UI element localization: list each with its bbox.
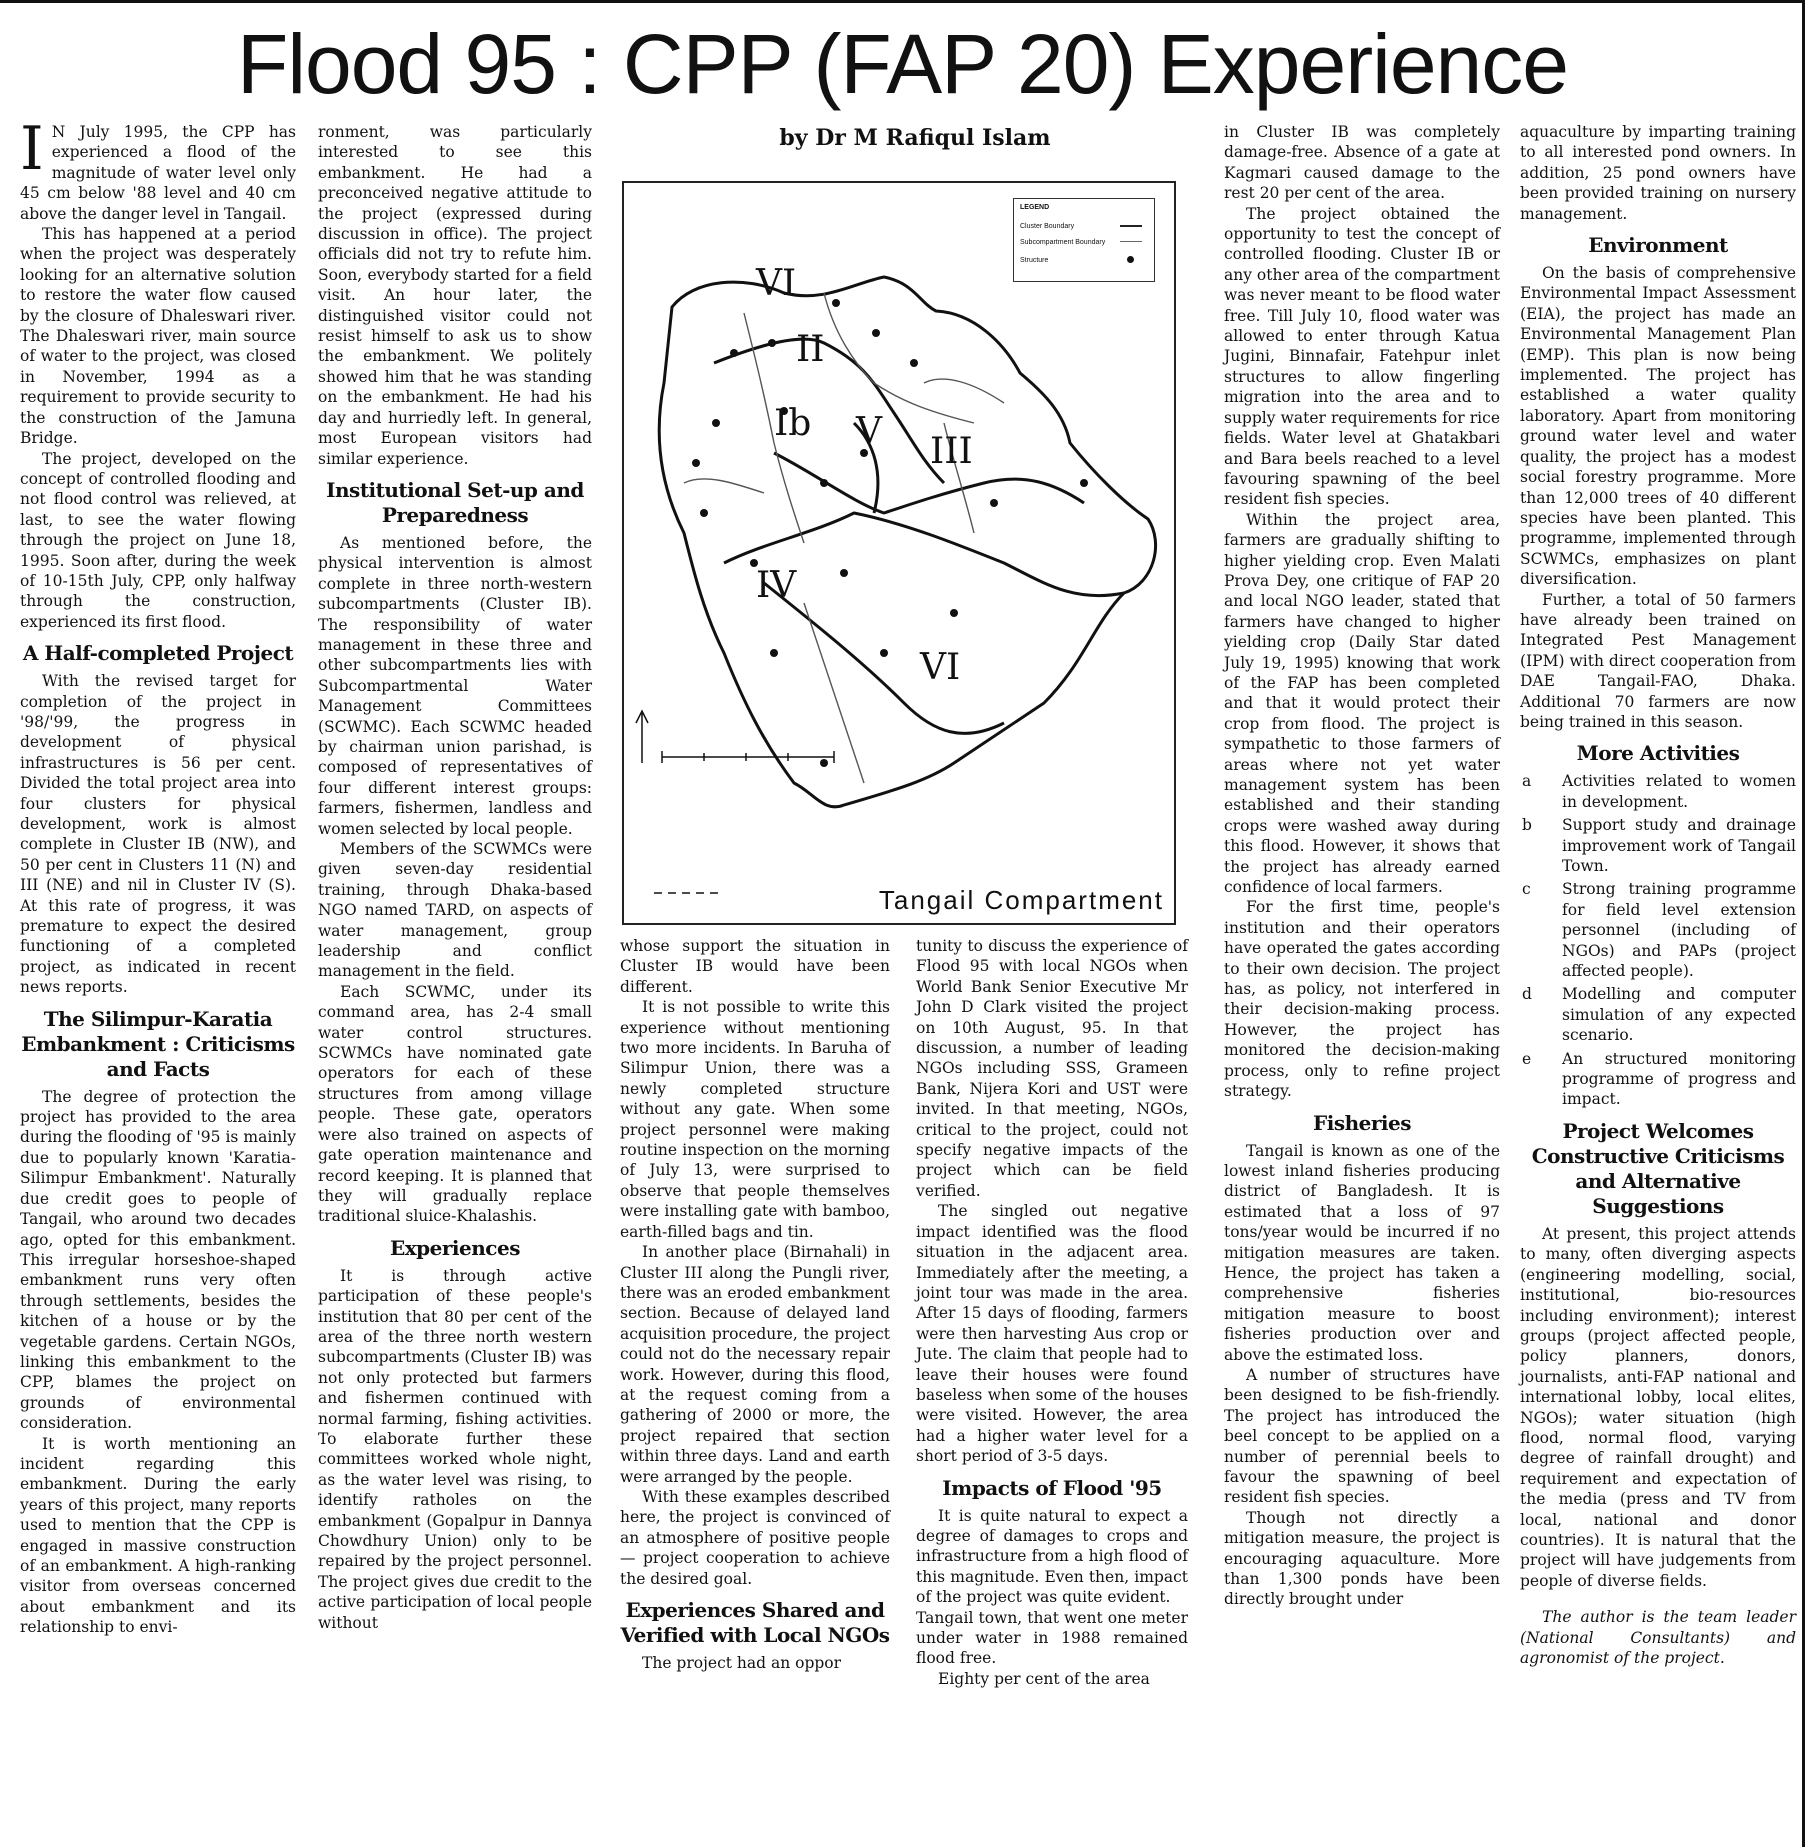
- article-paragraph: For the first time, people's institution and their operators have operated the gates according to their own decision. The project has, as policy, not interfered in their decision-making process. However, the project has monitored the decision-making process, only to refine project strategy.: [1224, 898, 1500, 1101]
- region-label: III: [930, 431, 973, 472]
- column-5: [1224, 122, 1500, 1610]
- cluster-boundary: [714, 339, 944, 483]
- subheading: Experiences Shared and Verified with Local NGOs: [620, 1598, 890, 1647]
- article-paragraph: The degree of protection the project has provided to the area during the flooding of '95 is mainly due to popularly known 'Karatia-Silimpur Embankment'. Naturally due credit goes to people of Tangail, who around two decades ago, opted for this embankment. This irregular horseshoe-shaped embankment runs very often through settlements, besides the kitchen of a house or by the vegetable gardens. Certain NGOs, linking this embankment to the CPP, blames the project on grounds of environmental consideration.: [20, 1087, 296, 1433]
- article-paragraph: The singled out negative impact identified was the flood situation in the adjacent area. Immediately after the meeting, a joint tour was made in the area. After 15 days of flooding, farmers were then harvesting Aus crop or Jute. The claim that people had to leave their houses were found baseless when some of the houses were visited. However, the area had a higher water level for a short period of 3-5 days.: [916, 1202, 1188, 1466]
- article-paragraph: whose support the situation in Cluster IB would have been different.: [620, 937, 890, 996]
- article-paragraph: in Cluster IB was completely damage-free. Absence of a gate at Kagmari caused damage to the rest 20 per cent of the area.: [1224, 123, 1500, 203]
- structure-marker: [730, 349, 738, 357]
- article-paragraph: aquaculture by imparting training to all interested pond owners. In addition, 25 pond owners have been provided training on nursery management.: [1520, 123, 1796, 223]
- article-paragraph: As mentioned before, the physical intervention is almost complete in three north-western subcompartments (Cluster IB). The responsibility of water management in these three and other subcompartments lies with Subcompartmental Water Management Committees (SCWMC). Each SCWMC headed by chairman union parishad, is composed of representatives of four different interest groups: farmers, fishermen, landless and women selected by local people.: [318, 533, 592, 838]
- article-paragraph: This has happened at a period when the project was desperately looking for an alternative solution to restore the water flow caused by the closure of Dhaleswari river. The Dhaleswari river, main source of water to the project, was closed in November, 1994 as a requirement to provide security to the construction of the Jamuna Bridge.: [20, 225, 296, 448]
- article-paragraph: Members of the SCWMCs were given seven-day residential training, through Dhaka-based NGO named TARD, on aspects of water management, group leadership and conflict management in the field.: [318, 840, 592, 981]
- article-paragraph: With these examples described here, the project is convinced of an atmosphere of positive people — project cooperation to achieve the desired goal.: [620, 1487, 890, 1588]
- legend-title: LEGEND: [1020, 204, 1050, 211]
- column-6: [1520, 122, 1796, 1668]
- subheading: Experiences: [390, 1235, 520, 1260]
- structure-marker: [872, 329, 880, 337]
- author-note: The author is the team leader (National Consultants) and agronomist of the project.: [1520, 1608, 1796, 1667]
- structure-marker: [768, 339, 776, 347]
- subheading: Project Welcomes Constructive Criticisms and Alternative Suggestions: [1531, 1118, 1785, 1218]
- article-paragraph: At present, this project attends to many, often diverging aspects (engineering modelling, social, institutional, bio-resources including environment); interest groups (project affected people, policy planners, donors, journalists, anti-FAP national and international lobby, local elites, NGOs); water situation (high flood, normal flood, varying degree of rainfall drought) and requirement and expectation of the media (press and TV from local, national and donor countries). It is natural that the project will have judgements from people of diverse fields.: [1520, 1224, 1796, 1590]
- column-3: [620, 936, 890, 1673]
- article-paragraph: I N July 1995, the CPP has experienced a flood of the magnitude of water level only 45 cm below '88 level and 40 cm above the danger level in Tangail.: [20, 114, 296, 223]
- article-paragraph: ronment, was particularly interested to see this embankment. He had a preconceived negative attitude to the project (expressed during discussion in office). The project officials did not try to refute him. Soon, everybody started for a field visit. An hour later, the distinguished visitor could not resist himself to ask us to show the embankment. We politely showed him that he was standing on the embankment. He had his day and hurriedly left. In general, most European visitors had similar experience.: [318, 123, 592, 468]
- subheading: Fisheries: [1313, 1110, 1411, 1135]
- structure-marker: [840, 569, 848, 577]
- region-label: V: [856, 411, 882, 452]
- article-paragraph: It is not possible to write this experience without mentioning two more incidents. In Baruha of Silimpur Union, there was a newly completed structure without any gate. When some project personnel were making routine inspection on the morning of July 13, were surprised to observe that people themselves were installing gate with bamboo, earth-filled bags and tin.: [620, 998, 890, 1241]
- list-item: e An structured monitoring programme of progress and impact.: [1522, 1049, 1796, 1109]
- article-paragraph: It is quite natural to expect a degree of damages to crops and infrastructure from a high flood of this magnitude. Even then, impact of the project was quite evident.: [916, 1506, 1188, 1607]
- structure-marker: [880, 649, 888, 657]
- article-paragraph: Within the project area, farmers are gradually shifting to higher yielding crop. Even Malati Prova Dey, one critique of FAP 20 and local NGO leader, stated that farmers have changed to higher yielding crop (Daily Star dated July 19, 1995) knowing that work of the FAP has been completed and that it would protect their crop from flood. The project is sympathetic to those farmers of areas where not yet water management system has been established and their standing crops were washed away during this flood. However, it shows that the project has already earned confidence of local farmers.: [1224, 510, 1500, 897]
- article-paragraph: The project, developed on the concept of controlled flooding and not flood control was relieved, at last, to see the water flowing through the project on June 18, 1995. Soon after, during the week of 10-15th July, CPP, only halfway through the construction, experienced its first flood.: [20, 449, 296, 631]
- article-paragraph: Further, a total of 50 farmers have already been trained on Integrated Pest Management (IPM) with direct cooperation from DAE Tangail-FAO, Dhaka. Additional 70 farmers are now being trained in this season.: [1520, 590, 1796, 731]
- subcompartment-boundary: [684, 479, 764, 493]
- subheading: Institutional Set-up and Preparedness: [326, 477, 584, 527]
- cluster-boundary: [764, 583, 1004, 733]
- subheading: A Half-completed Project: [22, 641, 294, 666]
- structure-marker: [832, 299, 840, 307]
- structure-marker: [990, 499, 998, 507]
- article-paragraph: With the revised target for completion of the project in '98/'99, the progress in development of physical infrastructures is 56 per cent. Divided the total project area into four clusters for physical development, work is almost complete in Cluster IB (NW), and 50 per cent in Clusters 11 (N) and III (NE) and nil in Cluster IV (S). At this rate of progress, it was premature to expect the desired functioning of a completed project, as indicated in recent news reports.: [20, 672, 296, 997]
- subheading: Impacts of Flood '95: [942, 1475, 1162, 1500]
- subcompartment-boundary-symbol: [1120, 241, 1142, 242]
- drop-cap: I: [20, 114, 44, 184]
- right-rule: [1802, 0, 1805, 1847]
- north-arrow-icon: [636, 711, 648, 763]
- region-label: Ib: [774, 403, 812, 444]
- structure-marker: [692, 459, 700, 467]
- map-legend: [1013, 198, 1155, 282]
- list-item: b Support study and drainage improvement work of Tangail Town.: [1522, 816, 1796, 875]
- list-item: d Modelling and computer simulation of any expected scenario.: [1522, 985, 1796, 1045]
- article-paragraph: In another place (Birnahali) in Cluster III along the Pungli river, there was an eroded embankment section. Because of delayed land acquisition procedure, the project could not do the necessary repair work. However, during this flood, at the request coming from a gathering of 2000 or more, the project repaired that section within three days. Land and earth were arranged by the people.: [620, 1243, 890, 1486]
- structure-marker: [910, 359, 918, 367]
- column-1: [20, 114, 296, 1638]
- structure-marker: [820, 759, 828, 767]
- article-paragraph: Tangail town, that went one meter under water in 1988 remained flood free.: [916, 1608, 1188, 1668]
- legend-row: Structure: [1020, 257, 1148, 264]
- article-paragraph: Eighty per cent of the area: [938, 1669, 1150, 1688]
- structure-marker: [770, 649, 778, 657]
- article-paragraph: Though not directly a mitigation measure, the project is encouraging aquaculture. More than 1,300 ponds have been directly brought under: [1224, 1508, 1500, 1609]
- structure-marker: [950, 609, 958, 617]
- byline: by Dr M Rafiqul Islam: [779, 125, 1051, 151]
- tangail-compartment-map: [622, 181, 1176, 925]
- map-drawing: [624, 183, 1174, 923]
- region-label: II: [796, 329, 825, 370]
- region-label: VI: [756, 263, 797, 304]
- subheading: Environment: [1588, 233, 1728, 258]
- article-paragraph: The project had an oppor: [642, 1654, 842, 1672]
- column-4: [916, 936, 1188, 1689]
- structure-marker: [712, 419, 720, 427]
- structure-marker: [1080, 479, 1088, 487]
- subheading: The Silimpur-Karatia Embankment : Criticisms and Facts: [21, 1006, 295, 1081]
- article-paragraph: tunity to discuss the experience of Flood 95 with local NGOs when World Bank Senior Executive Mr John D Clark visited the project on 10th August, 95. In that discussion, a number of leading NGOs including SSS, Grameen Bank, Nijera Kori and UST were invited. In that meeting, NGOs, critical to the project, could not specify negative impacts of the project which can be field verified.: [916, 937, 1188, 1200]
- article-paragraph: A number of structures have been designed to be fish-friendly. The project has introduced the beel concept to be applied on a number of perennial beels to favour the spawning of beel resident fish species.: [1224, 1365, 1500, 1507]
- structure-marker: [820, 479, 828, 487]
- region-label: VI: [920, 647, 961, 688]
- map-caption: Tangail Compartment: [878, 885, 1164, 915]
- article-paragraph: The project obtained the opportunity to test the concept of controlled flooding. Cluster IB or any other area of the compartment was never meant to be flood water free. Till July 10, flood water was allowed to enter through Katua Jugini, Binnafair, Fatehpur inlet structures to allow fingerling migration into the area and to supply water requirements for rice fields. Water level at Ghatakbari and Bara beels reached to a level favouring spawning of the beel resident fish species.: [1224, 204, 1500, 509]
- article-paragraph: Each SCWMC, under its command area, has 2-4 small water control structures. SCWMCs have nominated gate operators for each of these structures from among village people. These gate, operators were also trained on aspects of gate operation maintenance and record keeping. It is planned that they will gradually replace traditional sluice-Khalashis.: [318, 982, 592, 1226]
- headline: Flood 95 : CPP (FAP 20) Experience: [237, 17, 1568, 111]
- subheading: More Activities: [1576, 741, 1740, 766]
- article-paragraph: It is through active participation of these people's institution that 80 per cent of the area of the three north western subcompartments (Cluster IB) was not only protected but farmers and fishermen continued with normal farming, fishing activities. To elaborate further these committees worked whole night, as the water level was rising, to identify ratholes on the embankment (Gopalpur in Dannya Chowdhury Union) only to be repaired by the project personnel. The project gives due credit to the active participation of local people without: [318, 1266, 592, 1632]
- legend-row: Cluster Boundary: [1020, 223, 1148, 230]
- article-paragraph: Tangail is known as one of the lowest inland fisheries producing district of Bangladesh. It is estimated that a loss of 97 tons/year would be incurred if no mitigation measures are taken. Hence, the project has taken a comprehensive fisheries mitigation measure to boost fisheries production over and above the estimated loss.: [1224, 1141, 1500, 1364]
- activities-list: [1520, 771, 1796, 1110]
- list-item: c Strong training programme for field level extension personnel (including of NGOs) and PAPs (project affected people).: [1522, 880, 1796, 981]
- cluster-boundary-symbol: [1120, 225, 1142, 227]
- region-label: IV: [756, 565, 797, 606]
- column-2: [318, 122, 592, 1633]
- structure-symbol: [1127, 256, 1134, 263]
- article-paragraph: On the basis of comprehensive Environmental Impact Assessment (EIA), the project has made an Environmental Management Plan (EMP). This plan is now being implemented. The project has established a water quality laboratory. Apart from monitoring ground water level and water quality, the project has a modest social forestry programme. More than 12,000 trees of 40 different species have been planted. This programme, implemented through SCWMCs, emphasizes on plant diversification.: [1520, 264, 1796, 589]
- subcompartment-boundary: [924, 379, 1004, 403]
- top-rule: [0, 0, 1805, 3]
- structure-marker: [700, 509, 708, 517]
- article-paragraph: It is worth mentioning an incident regarding this embankment. During the early years of this project, many reports used to mention that the CPP is engaged in massive construction of an embankment. A high-ranking visitor from overseas concerned about embankment and its relationship to envi-: [20, 1434, 296, 1637]
- list-item: a Activities related to women in development.: [1522, 772, 1796, 811]
- legend-row: Subcompartment Boundary: [1020, 239, 1148, 246]
